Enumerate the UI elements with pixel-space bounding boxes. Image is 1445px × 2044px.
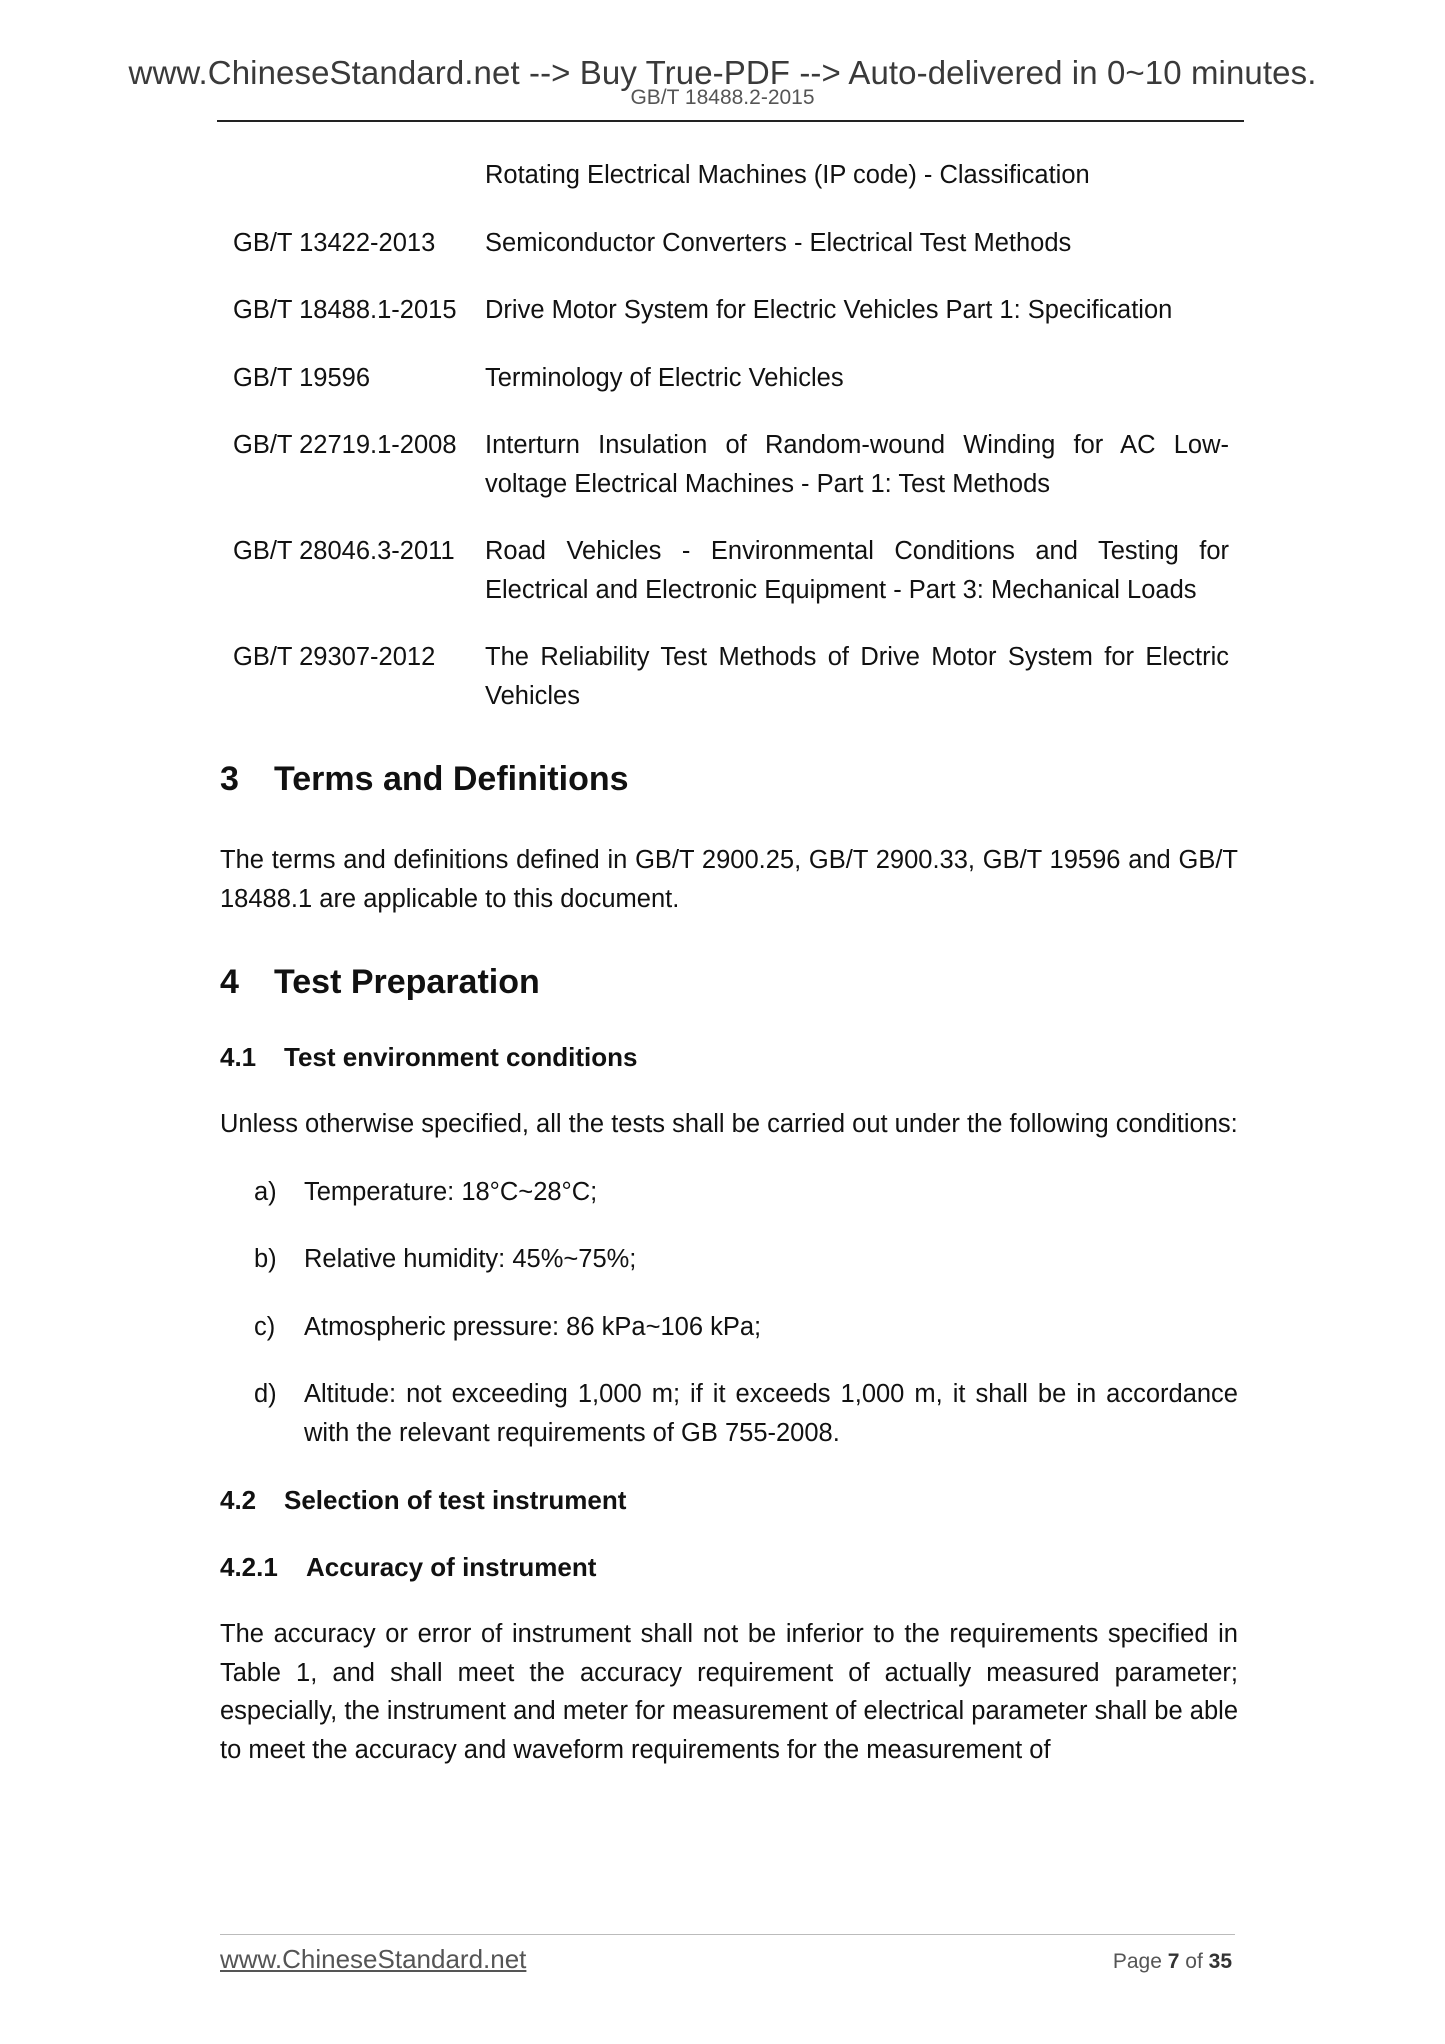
section-4-2-1-heading <box>220 1548 1238 1586</box>
reference-row <box>220 532 1238 609</box>
list-text: Altitude: not exceeding 1,000 m; if it exceeds 1,000 m, it shall be in accordance with the relevant requirements of GB 755-2008. <box>304 1380 1238 1447</box>
footer-rule <box>220 1934 1235 1935</box>
top-banner[interactable]: www.ChineseStandard.net --> Buy True-PDF --> Auto-delivered in 0~10 minutes. <box>128 54 1317 91</box>
list-item <box>254 1173 1238 1212</box>
reference-code: GB/T 18488.1-2015 <box>233 296 457 324</box>
reference-title: Rotating Electrical Machines (IP code) - Classification <box>485 161 1090 189</box>
page-indicator <box>1113 1951 1232 1972</box>
reference-row <box>220 426 1238 503</box>
document-code: GB/T 18488.2-2015 <box>630 86 815 109</box>
list-marker: a) <box>254 1177 277 1206</box>
section-number: 4.2 <box>220 1485 257 1515</box>
list-marker: c) <box>254 1312 276 1341</box>
list-item <box>254 1308 1238 1347</box>
header-rule <box>217 120 1244 122</box>
section-4-2-heading <box>220 1481 1238 1519</box>
section-title: Selection of test instrument <box>284 1485 627 1515</box>
section-number: 3 <box>220 760 239 798</box>
reference-code: GB/T 19596 <box>233 363 371 392</box>
section-number: 4 <box>220 963 239 1001</box>
section-title: Test environment conditions <box>284 1042 638 1072</box>
section-4-1-intro: Unless otherwise specified, all the tests shall be carried out under the following conditions: <box>220 1110 1238 1138</box>
section-3-body: The terms and definitions defined in GB/T 2900.25, GB/T 2900.33, GB/T 19596 and GB/T 18488.1 are applicable to this document. <box>220 846 1238 913</box>
reference-row <box>220 359 1238 398</box>
reference-code: GB/T 29307-2012 <box>233 643 436 671</box>
page-of: of <box>1185 1950 1203 1973</box>
reference-continuation <box>220 156 1238 195</box>
reference-code: GB/T 28046.3-2011 <box>233 537 455 565</box>
reference-title: Road Vehicles - Environmental Conditions and Testing for Electrical and Electronic Equipment - Part 3: Mechanical Loads <box>485 537 1229 604</box>
section-4-heading <box>220 962 1238 1002</box>
list-item <box>254 1240 1238 1279</box>
reference-row <box>220 291 1238 330</box>
reference-title: Interturn Insulation of Random-wound Winding for AC Low-voltage Electrical Machines - Part 1: Test Methods <box>485 431 1229 498</box>
reference-code: GB/T 22719.1-2008 <box>233 431 457 459</box>
list-marker: d) <box>254 1380 277 1408</box>
list-item <box>254 1375 1238 1452</box>
page-current: 7 <box>1167 1950 1180 1973</box>
footer-site-link[interactable]: www.ChineseStandard.net <box>220 1944 527 1974</box>
reference-title: Drive Motor System for Electric Vehicles Part 1: Specification <box>485 296 1173 324</box>
section-3-heading <box>220 759 1238 799</box>
list-text: Relative humidity: 45%~75%; <box>304 1245 637 1273</box>
reference-title: The Reliability Test Methods of Drive Motor System for Electric Vehicles <box>485 643 1229 710</box>
reference-code: GB/T 13422-2013 <box>233 228 436 257</box>
section-number: 4.2.1 <box>220 1552 278 1582</box>
section-title: Accuracy of instrument <box>306 1552 597 1582</box>
page-total: 35 <box>1208 1950 1232 1973</box>
list-text: Atmospheric pressure: 86 kPa~106 kPa; <box>304 1312 762 1341</box>
list-marker: b) <box>254 1245 277 1273</box>
reference-row <box>220 638 1238 715</box>
list-text: Temperature: 18°C~28°C; <box>304 1177 598 1206</box>
section-number: 4.1 <box>220 1042 257 1072</box>
reference-title: Terminology of Electric Vehicles <box>485 363 844 392</box>
page-prefix: Page <box>1112 1950 1162 1973</box>
reference-row <box>220 224 1238 263</box>
section-title: Terms and Definitions <box>274 760 629 798</box>
page-content <box>220 156 1238 1769</box>
section-4-1-heading <box>220 1038 1238 1076</box>
section-title: Test Preparation <box>274 963 540 1001</box>
reference-title: Semiconductor Converters - Electrical Test Methods <box>485 228 1072 257</box>
section-4-2-1-body: The accuracy or error of instrument shall not be inferior to the requirements specified in Table 1, and shall meet the accuracy requirement of actually measured parameter; especially, the instrument and meter for measurement of electrical parameter shall be able to meet the accuracy and waveform requirements for the measurement of <box>220 1620 1238 1764</box>
